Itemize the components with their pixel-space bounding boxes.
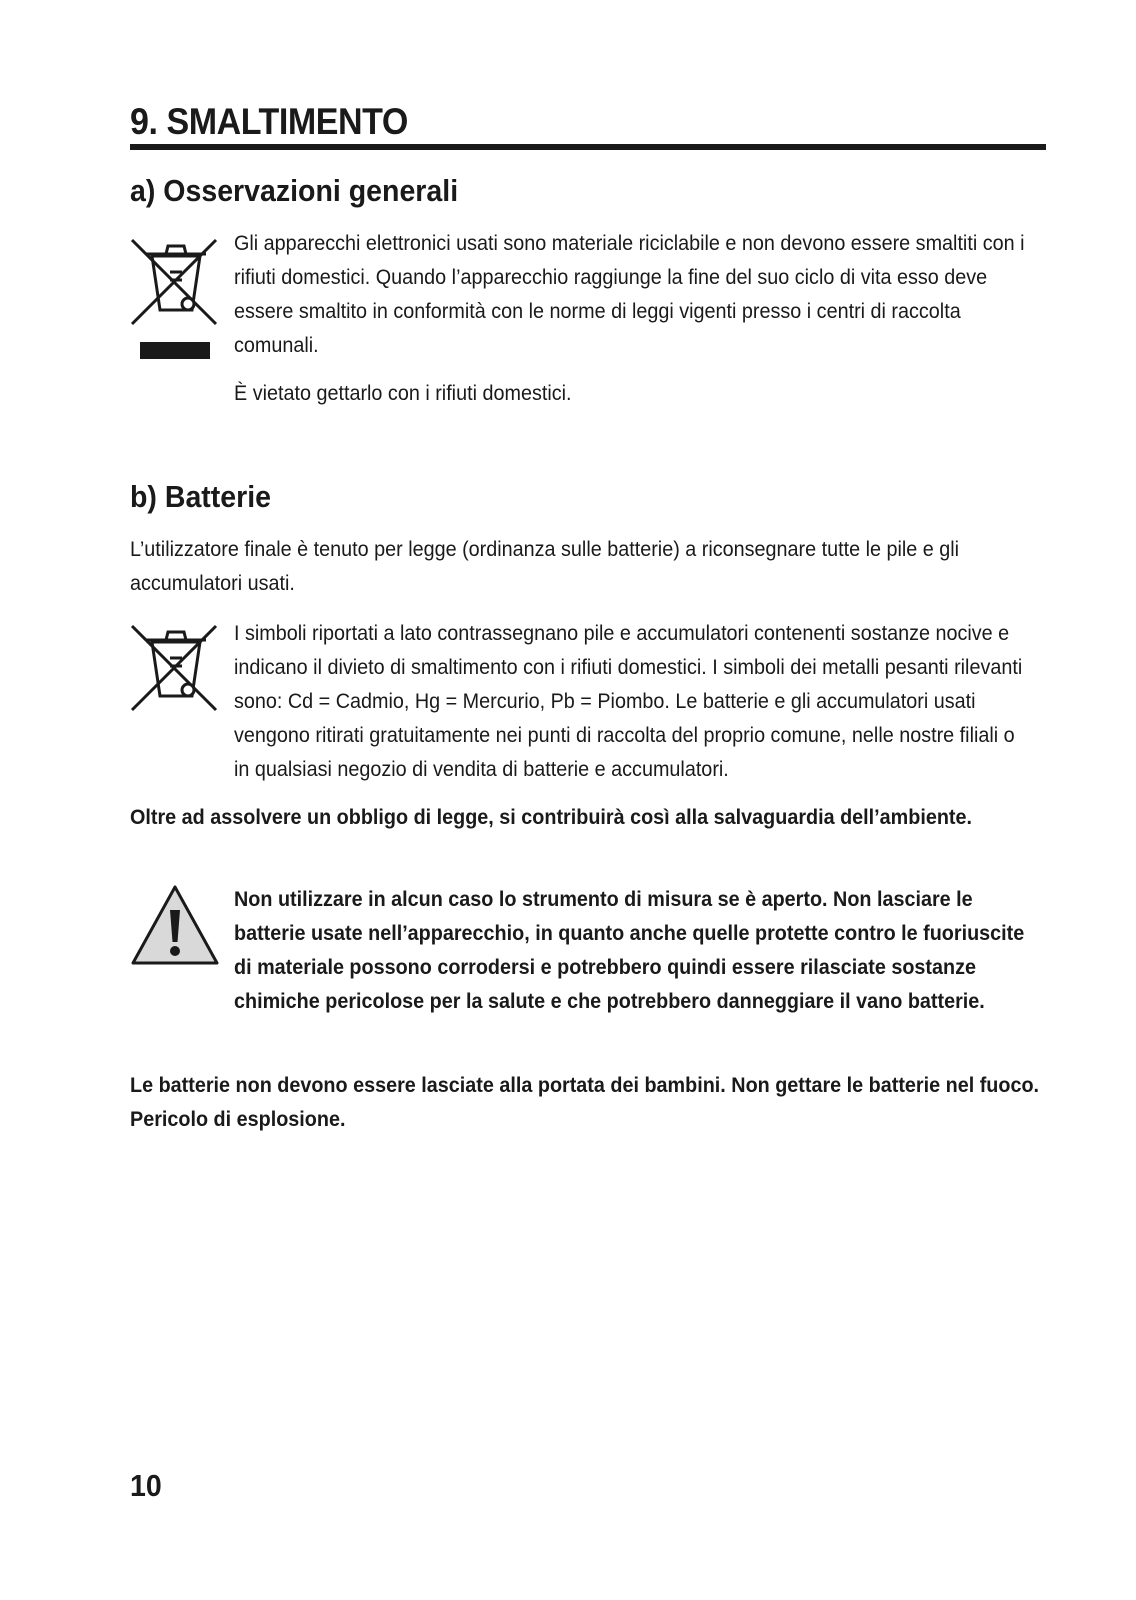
battery-intro-paragraph: L’utilizzatore finale è tenuto per legge (ordinanza sulle batterie) a riconsegnare tutte le pile e gli accumulatori usati. [130,537,960,595]
legal-obligation-paragraph: Oltre ad assolvere un obbligo di legge, si contribuirà così alla salvaguardia dell’ambiente. [130,805,973,829]
section-heading-general: a) Osservazioni generali [130,173,459,208]
section-heading-batteries: b) Batterie [130,479,272,514]
warning-triangle-icon [130,884,220,966]
children-warning-text [130,1068,1124,1136]
household-waste-prohibition: È vietato gettarlo con i rifiuti domestici. [234,381,572,405]
manual-page [130,0,1046,1600]
battery-intro [130,532,1124,600]
chapter-title-rule [130,144,1046,150]
general-disposal-text [234,226,1094,362]
warning-text [234,882,1094,1018]
battery-symbols-text [234,616,1094,786]
battery-symbols-paragraph: I simboli riportati a lato contrassegnano pile e accumulatori contenenti sostanze nocive e indicano il divieto di smaltimento con i rifiuti domestici. I simboli dei metalli pesanti rilevanti sono: Cd = Cadmio, Hg = Mercurio, Pb = Piombo. Le batterie e gli accumulatori usati vengono ritirati gratuitamente nei punti di raccolta del proprio comune, nelle nostre filiali o in qualsiasi negozio di vendita di batterie e accumulatori. [234,621,1023,781]
children-warning-paragraph: Le batterie non devono essere lasciate alla portata dei bambini. Non gettare le batterie nel fuoco. Pericolo di esplosione. [130,1073,1040,1131]
crossed-out-wheelie-bin-with-bar-icon [130,232,220,362]
general-disposal-paragraph: Gli apparecchi elettronici usati sono materiale riciclabile e non devono essere smaltiti con i rifiuti domestici. Quando l’apparecchio raggiunge la fine del suo ciclo di vita esso deve essere smaltito in conformità con le norme di leggi vigenti presso i centri di raccolta comunali. [234,231,1025,357]
crossed-out-wheelie-bin-icon [130,622,220,722]
general-prohibition-text [234,376,1094,410]
warning-paragraph: Non utilizzare in alcun caso lo strumento di misura se è aperto. Non lasciare le batterie usate nell’apparecchio, in quanto anche quelle protette contro le fuoriuscite di materiale possono corrodersi e potrebbero quindi essere rilasciate sostanze chimiche pericolose per la salute e che potrebbero danneggiare il vano batterie. [234,887,1025,1013]
chapter-title: 9. SMALTIMENTO [130,101,408,142]
legal-obligation-text [130,800,1124,834]
page-number: 10 [130,1468,162,1503]
